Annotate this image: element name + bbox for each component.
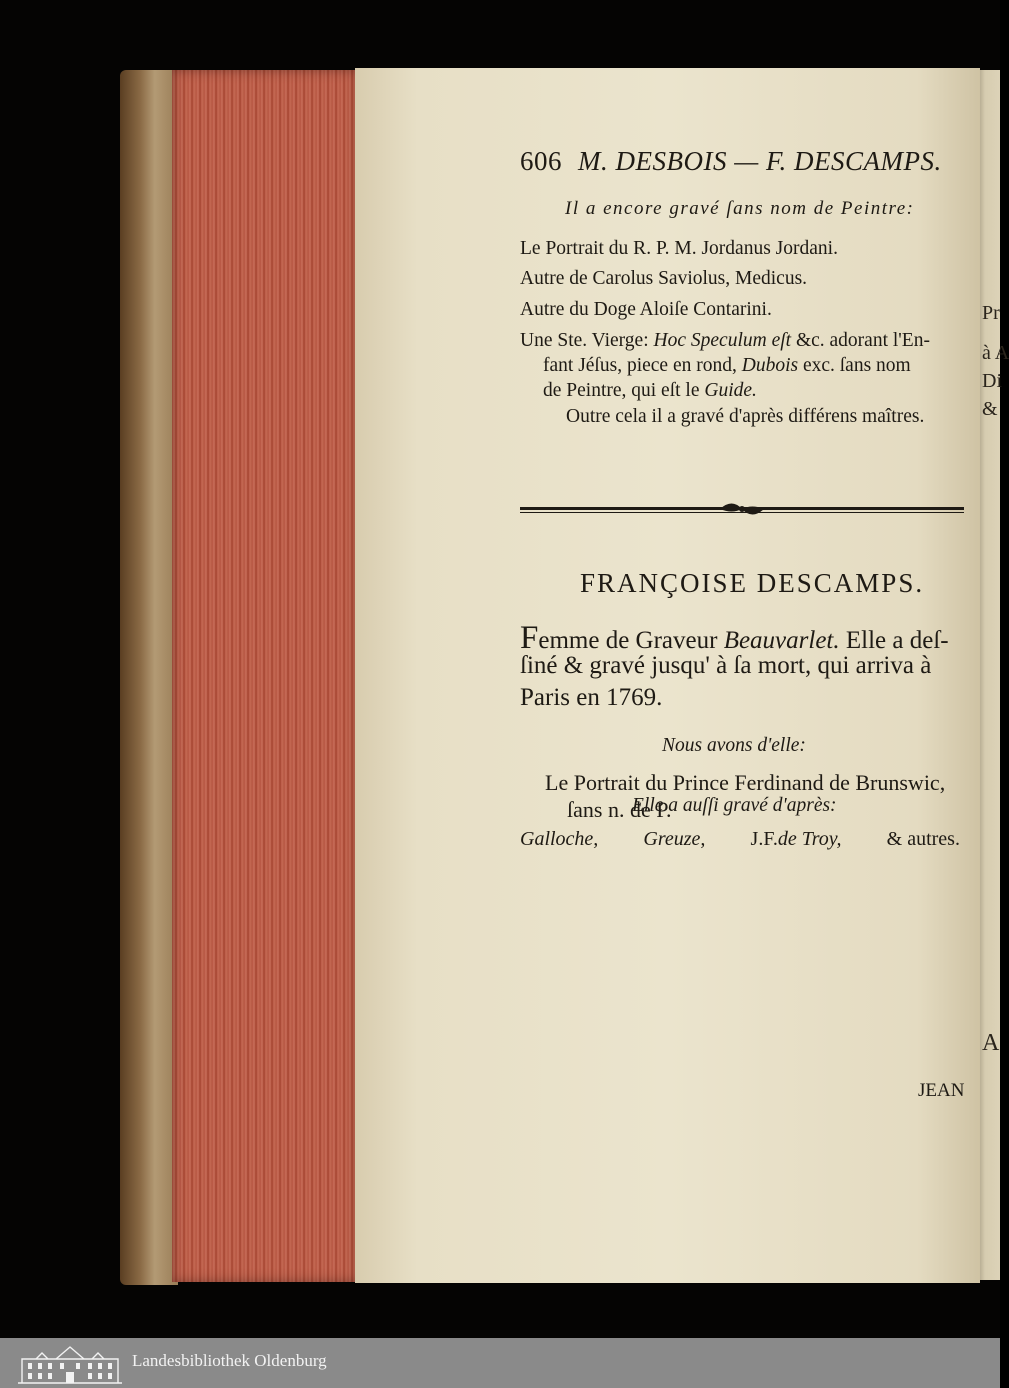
drop-cap: F xyxy=(520,620,539,656)
next-page-fragment: & xyxy=(982,398,998,420)
ornamental-rule xyxy=(520,498,964,520)
portrait-line-2: ſans n. de P. xyxy=(567,797,672,822)
next-page-fragment: à A xyxy=(982,342,1009,364)
book-cover-board xyxy=(120,70,178,1285)
running-title: M. DESBOIS — F. DESCAMPS. xyxy=(578,146,942,176)
page-number: 606 xyxy=(520,146,562,176)
entry-line: Autre du Doge Aloiſe Contarini. xyxy=(520,299,772,320)
artist: Greuze, xyxy=(643,828,706,850)
body-line-2: ſiné & gravé jusqu' à ſa mort, qui arriva à xyxy=(520,652,932,679)
outre-line: Outre cela il a gravé d'après différens maîtres. xyxy=(566,406,925,427)
artist: & autres. xyxy=(886,828,960,850)
footer-bar xyxy=(0,1338,1000,1388)
vierge-line-1: Une Ste. Vierge: Hoc Speculum eſt &c. adorant l'En- xyxy=(520,330,930,351)
running-head xyxy=(520,146,942,177)
intro-line: Il a encore gravé ſans nom de Peintre: xyxy=(565,198,915,219)
artist: Galloche, xyxy=(520,828,599,850)
body-line-3: Paris en 1769. xyxy=(520,684,663,711)
next-page-fragment: A xyxy=(982,1030,1000,1056)
vierge-line-2: fant Jéſus, piece en rond, Dubois exc. ſans nom xyxy=(543,355,911,376)
red-fore-edge xyxy=(172,70,358,1282)
library-name: Landesbibliothek Oldenburg xyxy=(132,1351,327,1370)
body-line-1: Femme de Graveur Beauvarlet. Elle a deſ- xyxy=(520,620,949,656)
artists-line xyxy=(520,828,960,851)
elle-a-aussi-heading: Elle a auſſi gravé d'après: xyxy=(632,795,837,816)
library-building-icon xyxy=(16,1341,124,1385)
next-page-fragment: Pr xyxy=(982,302,1000,324)
vierge-line-3: de Peintre, qui eſt le Guide. xyxy=(543,380,757,401)
artist: J.F.de Troy, xyxy=(750,828,842,850)
section-heading: FRANÇOISE DESCAMPS. xyxy=(580,568,925,598)
catchword: JEAN xyxy=(918,1080,965,1101)
entry-line: Le Portrait du R. P. M. Jordanus Jordani. xyxy=(520,238,838,259)
nous-avons-heading: Nous avons d'elle: xyxy=(662,735,806,756)
entry-line: Autre de Carolus Saviolus, Medicus. xyxy=(520,268,808,289)
portrait-line-1: Le Portrait du Prince Ferdinand de Brunswic, xyxy=(545,770,946,795)
next-page-fragment: Di xyxy=(982,370,1002,392)
